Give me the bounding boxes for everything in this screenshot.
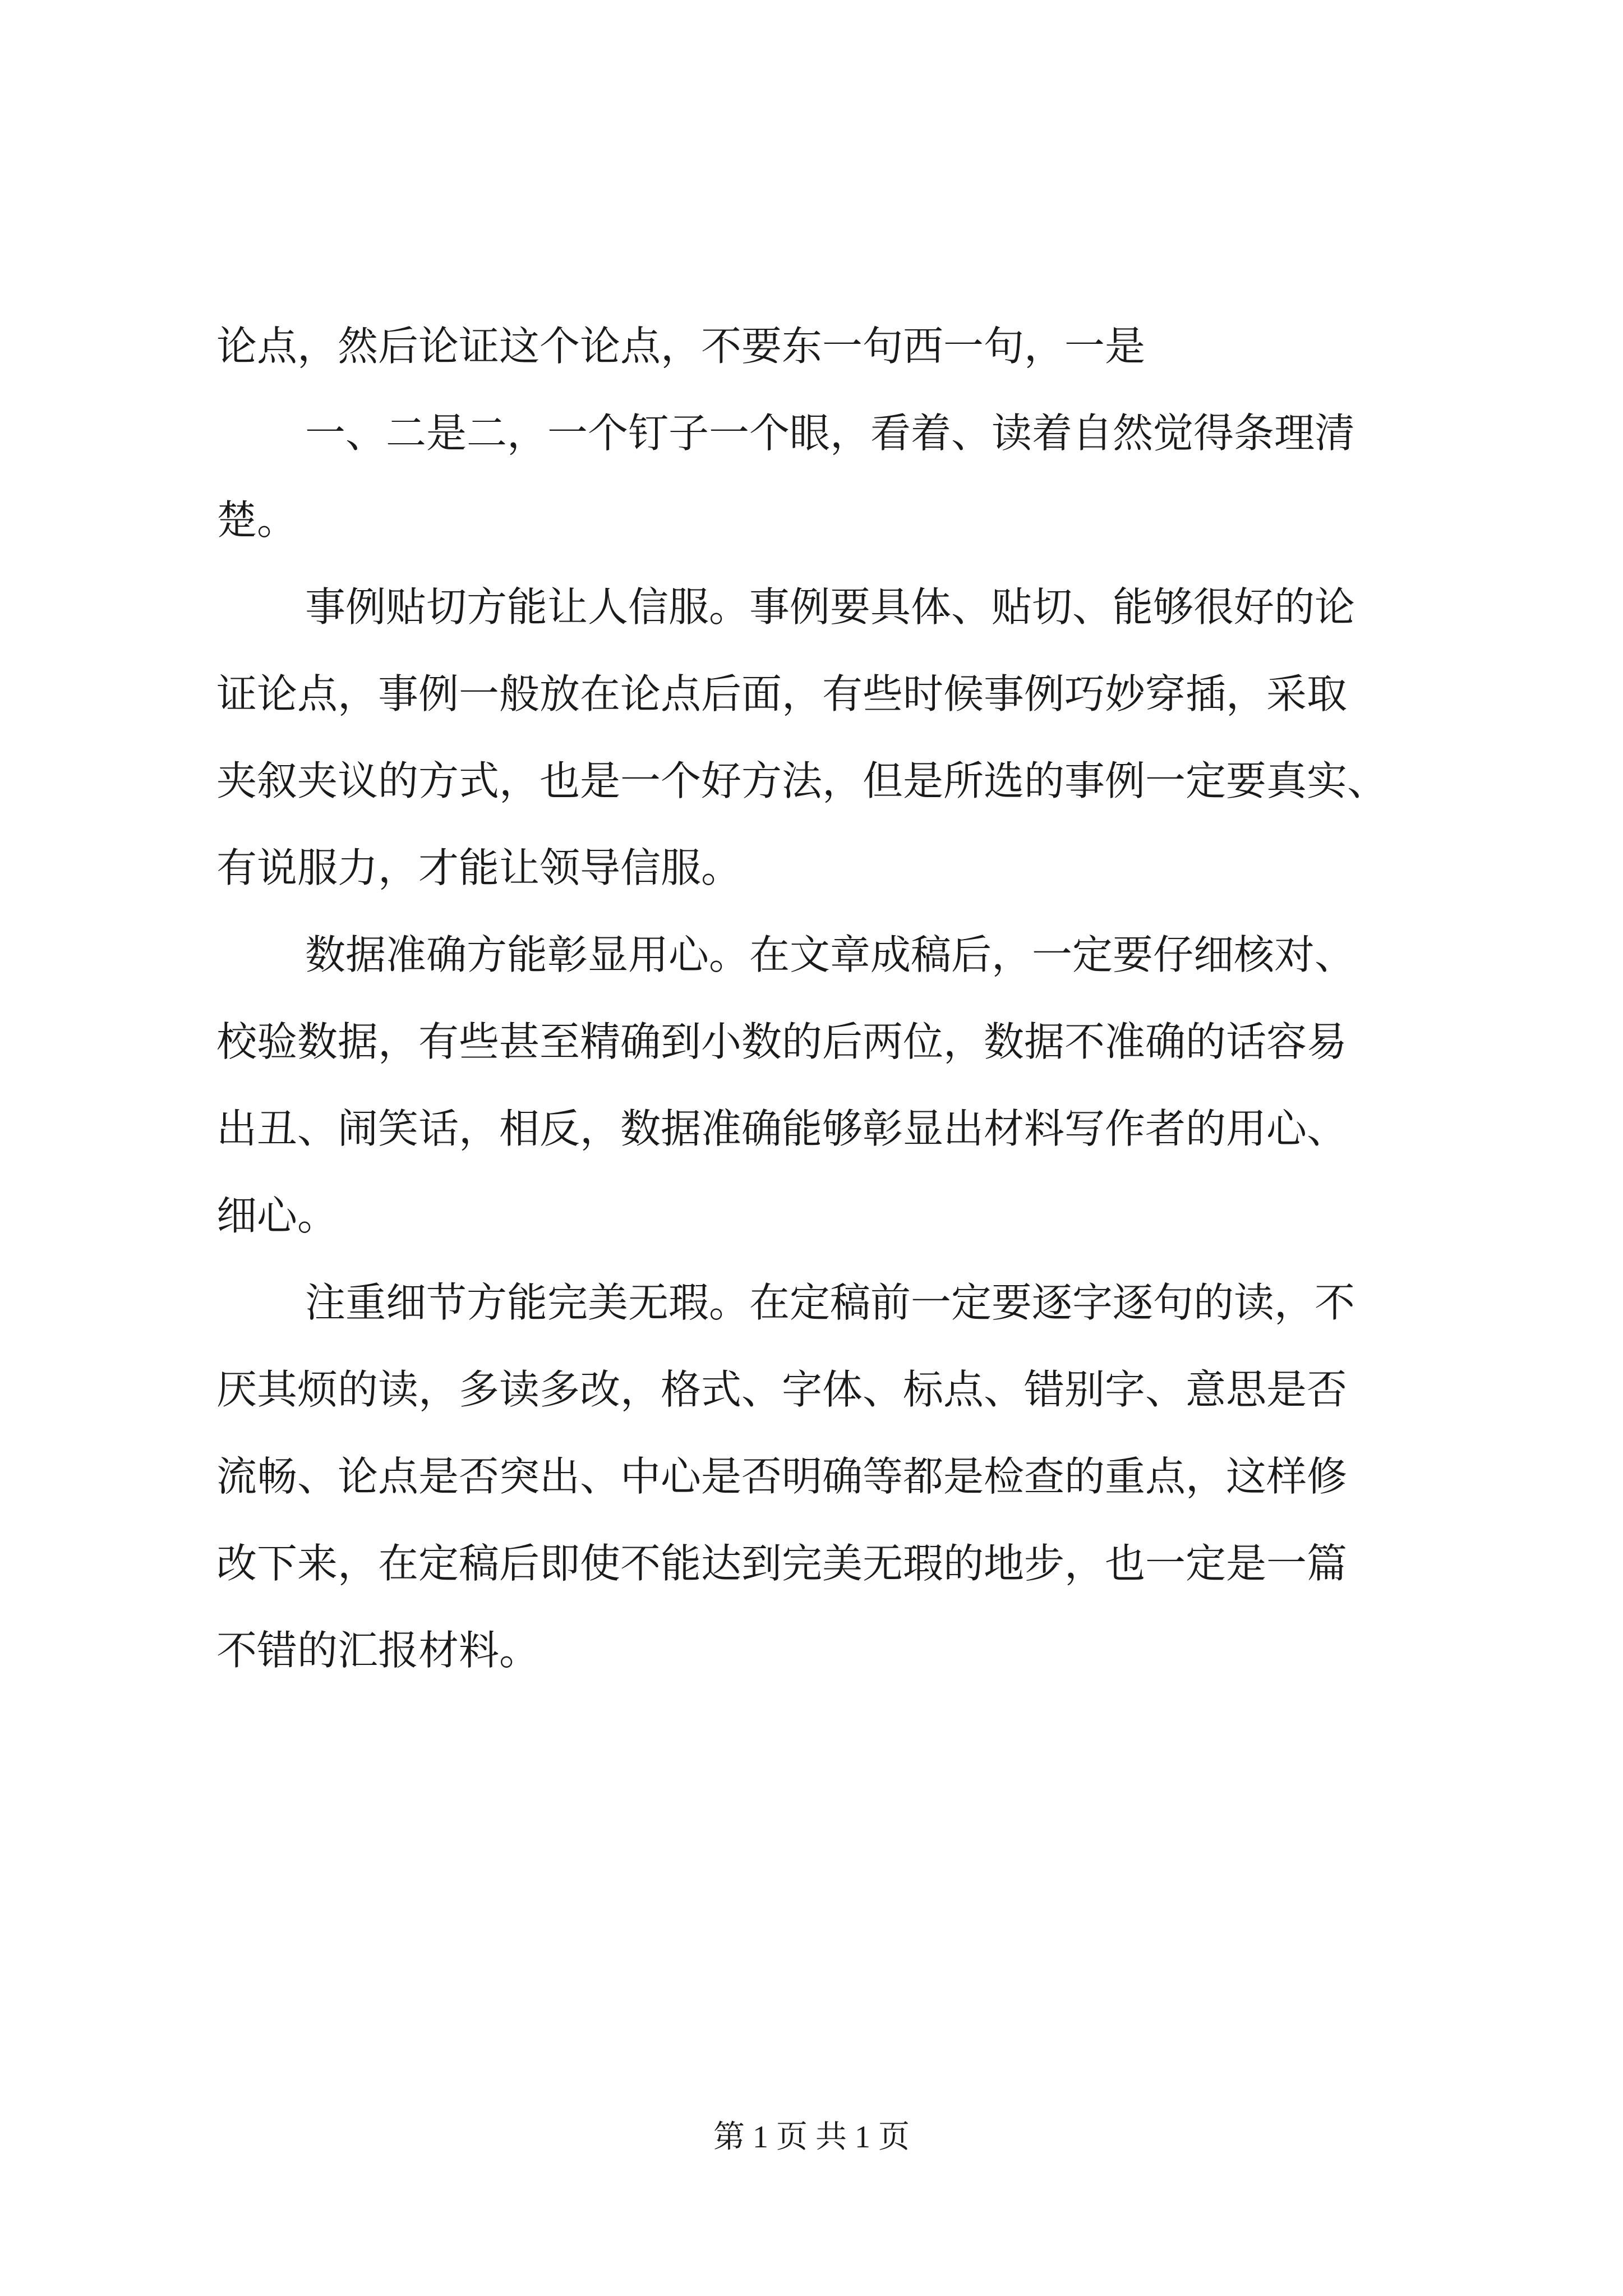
text-line: 一、二是二，一个钉子一个眼，看着、读着自然觉得条理清 [305,409,1355,457]
page-footer [0,2115,1623,2160]
text-line: 夹叙夹议的方式，也是一个好方法，但是所选的事例一定要真实、 [216,757,1388,804]
text-line: 校验数据，有些甚至精确到小数的后两位，数据不准确的话容易 [216,1018,1348,1065]
text-line: 改下来，在定稿后即使不能达到完美无瑕的地步，也一定是一篇 [216,1540,1348,1587]
text-line: 厌其烦的读，多读多改，格式、字体、标点、错别字、意思是否 [216,1366,1348,1413]
text-line: 有说服力，才能让领导信服。 [216,844,742,891]
text-line: 论点，然后论证这个论点，不要东一句西一句，一是 [216,323,1146,370]
paragraph-first-line: 事例贴切方能让人信服。事例要具体、贴切、能够很好的论 [305,583,1355,631]
paragraph-first-line: 数据准确方能彰显用心。在文章成稿后，一定要仔细核对、 [305,931,1355,978]
text-line: 不错的汇报材料。 [216,1627,540,1674]
page-number: 第 1 页 共 1 页 [713,2120,910,2155]
text-line: 流畅、论点是否突出、中心是否明确等都是检查的重点，这样修 [216,1453,1348,1500]
text-line: 细心。 [216,1192,338,1239]
body-text [216,303,1428,1694]
text-line: 楚。 [216,496,298,544]
paragraph-first-line: 注重细节方能完美无瑕。在定稿前一定要逐字逐句的读，不 [305,1279,1355,1326]
text-line: 出丑、闹笑话，相反，数据准确能够彰显出材料写作者的用心、 [216,1105,1348,1152]
text-line: 证论点，事例一般放在论点后面，有些时候事例巧妙穿插，采取 [216,670,1348,717]
